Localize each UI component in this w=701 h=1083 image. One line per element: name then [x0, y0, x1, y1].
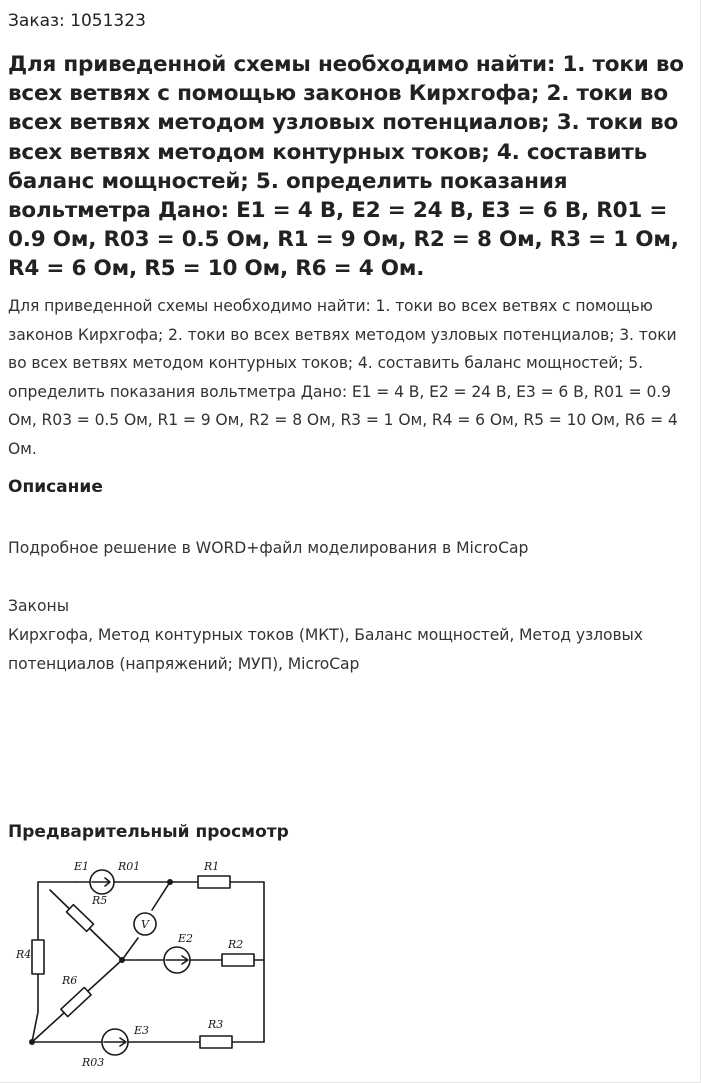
label-e2: E2: [178, 932, 194, 945]
node-center: [120, 958, 124, 962]
label-r5: R5: [92, 894, 108, 907]
laws-label: Законы: [8, 597, 70, 615]
r6-resistor: [61, 987, 91, 1016]
label-r2: R2: [228, 938, 244, 951]
r5-resistor: [66, 905, 93, 932]
r4-resistor: [32, 940, 44, 974]
r1-resistor: [198, 876, 230, 888]
order-number: Заказ: 1051323: [8, 11, 146, 31]
page-title: Для приведенной схемы необходимо найти: 1. токи во всех ветвях с помощью законов Кирхгофа; 2. токи во всех ветвях методом узловых потенциалов; 3. токи во всех ветвях методом контурных токов; 4. составить баланс мощностей; 5. определить показания вольтметра Дано: E1 = 4 В, E2 = 24 В, E3 = 6 В, R01 = 0.9 Ом, R03 = 0.5 Ом, R1 = 9 Ом, R2 = 8 Ом, R3 = 1 Ом, R4 = 6 Ом, R5 = 10 Ом, R6 = 4 Ом.: [8, 52, 684, 282]
r2-resistor: [222, 954, 254, 966]
preview-heading: Предварительный просмотр: [8, 822, 289, 842]
task-description: Для приведенной схемы необходимо найти: 1. токи во всех ветвях с помощью законов Кирхгофа; 2. токи во всех ветвях методом узловых потенциалов; 3. токи во всех ветвях методом контурных токов; 4. составить баланс мощностей; 5. определить показания вольтметра Дано: E1 = 4 В, E2 = 24 В, E3 = 6 В, R01 = 0.9 Ом, R03 = 0.5 Ом, R1 = 9 Ом, R2 = 8 Ом, R3 = 1 Ом, R4 = 6 Ом, R5 = 10 Ом, R6 = 4 Ом.: [8, 297, 678, 458]
circuit-diagram: [10, 852, 278, 1078]
label-e1: E1: [74, 860, 90, 873]
label-r01: R01: [118, 860, 141, 873]
laws-text: Кирхгофа, Метод контурных токов (МКТ), Баланс мощностей, Метод узловых потенциалов (напряжений; МУП), MicroCap: [8, 626, 643, 673]
label-v: V: [141, 918, 149, 931]
label-e3: E3: [134, 1024, 150, 1037]
node-top: [168, 880, 172, 884]
circuit-preview: [10, 852, 278, 1078]
description-heading: Описание: [8, 477, 103, 497]
label-r4: R4: [16, 948, 32, 961]
r3-resistor: [200, 1036, 232, 1048]
label-r03: R03: [82, 1056, 105, 1069]
label-r1: R1: [204, 860, 220, 873]
label-r3: R3: [208, 1018, 224, 1031]
label-r6: R6: [62, 974, 78, 987]
description-text: Подробное решение в WORD+файл моделирования в MicroCap: [8, 539, 529, 557]
node-bottom-left: [30, 1040, 34, 1044]
